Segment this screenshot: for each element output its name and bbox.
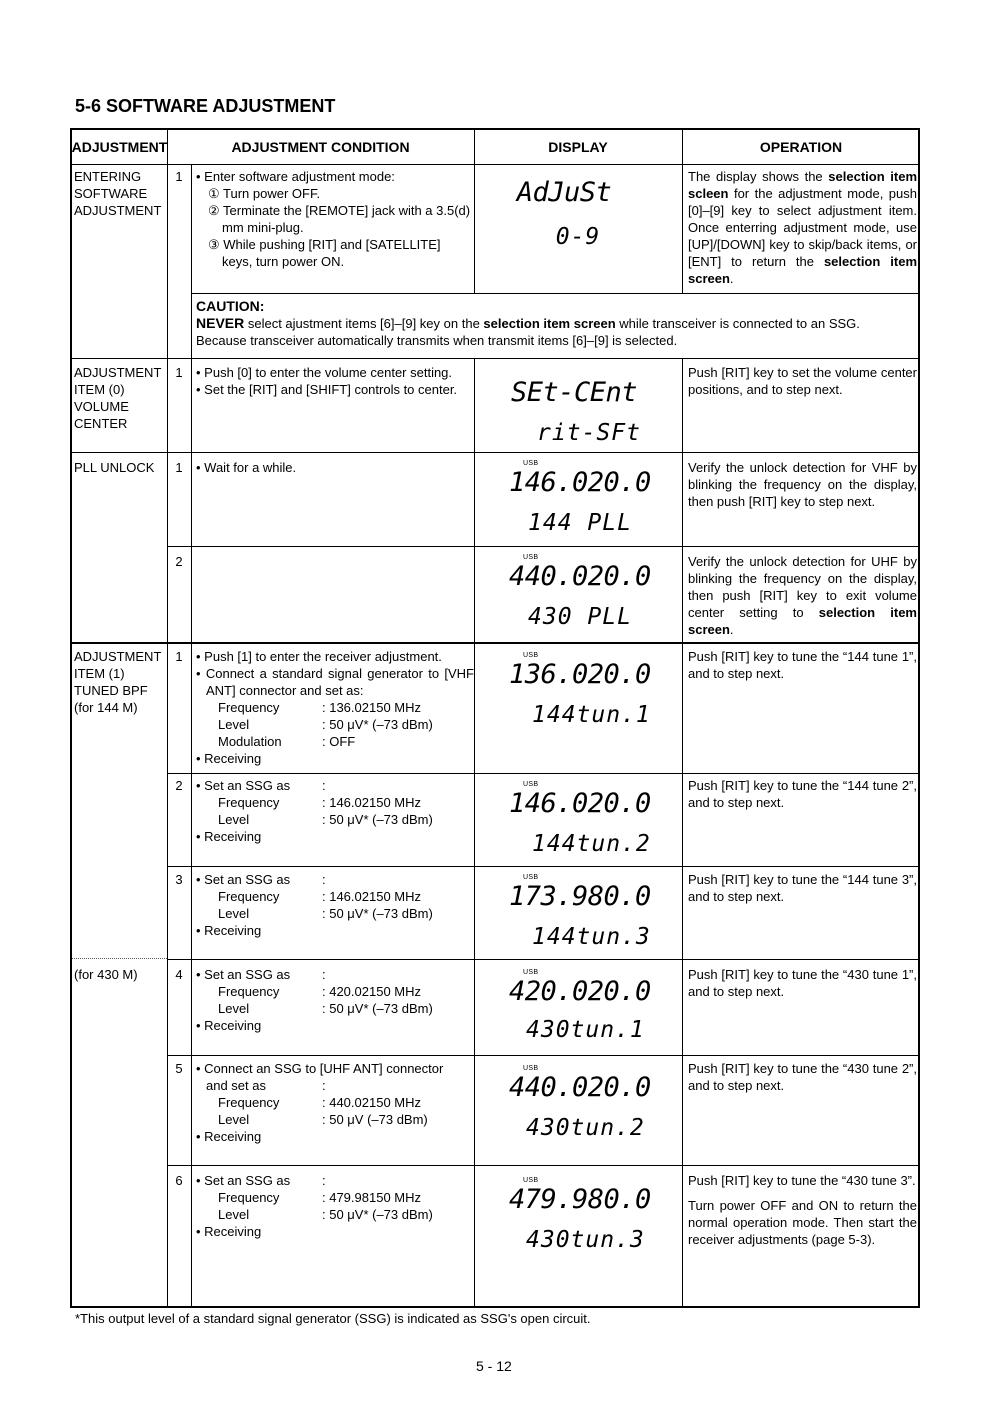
row6-display [476,773,683,866]
row3-adjustment [74,459,168,476]
row6-operation: Push [RIT] key to tune the “144 tune 2”, and to step next. [688,778,917,810]
row3-display [476,452,683,546]
row7-step: 3 [175,872,183,887]
header-condition: ADJUSTMENT CONDITION [231,139,410,155]
op-text: . [729,271,734,286]
condition-bullet: • Enter software adjustment mode: [196,169,395,184]
usb-indicator: USB [523,1065,539,1072]
param-row [196,777,474,794]
param-row [196,1172,474,1189]
param-label: and set as [206,1078,266,1093]
lcd-line-2: rit-SFt [537,420,641,446]
param-value: : 479.98150 MHz [322,1190,422,1205]
param-value: : OFF [322,734,356,749]
condition-bullet: • Connect a standard signal generator to [VHF ANT] connector and set as: [196,666,474,698]
op-text: for the adjustment mode, push [0]–[9] key to select adjustment item. Once enterring adjustment mode, use [UP]/[DOWN] key to skip/back items, or [ENT] to return the [688,186,917,269]
row2-operation: Push [RIT] key to set the volume center positions, and to step next. [688,365,917,397]
adj-line: ADJUSTMENT [74,365,162,380]
param-label: Frequency [218,889,280,904]
row2-condition [196,364,474,398]
footnote: *This output level of a standard signal generator (SSG) is indicated as SSG's open circuit. [75,1311,591,1326]
page-number: 5 - 12 [476,1358,512,1374]
param-label: Frequency [218,700,280,715]
adj-line: ADJUSTMENT [74,649,162,664]
op-paragraph: Push [RIT] key to tune the “430 tune 3”. [688,1173,916,1188]
condition-bullet: • Set an SSG as [196,967,291,982]
lcd-frequency: 146.020.0 [509,467,651,498]
adj-line: ENTERING [74,169,142,184]
caution-block [196,298,918,349]
col-line [474,358,475,1306]
row6-step: 2 [175,778,183,793]
param-value: : 146.02150 MHz [322,795,422,810]
lcd-line-2: 430tun.3 [526,1227,645,1253]
param-row [196,1000,474,1017]
caution-line-1 [196,315,918,332]
header-separator [72,164,918,165]
param-label: Level [218,1207,250,1222]
row3-step: 1 [175,460,183,475]
adj-line: SOFTWARE [74,186,148,201]
param-row [196,1077,474,1094]
param-value: : 146.02150 MHz [322,889,422,904]
row8-adjustment [74,966,168,983]
row7-operation: Push [RIT] key to tune the “144 tune 3”, and to step next. [688,872,917,904]
op-bold: selection item screen [688,254,917,286]
op-text: The display shows the [688,169,829,184]
condition-bullet: • Receiving [196,1224,262,1239]
param-label: Frequency [218,1190,280,1205]
adjustment-table [70,128,920,1308]
condition-bullet: • Receiving [196,1129,262,1144]
adj-line: CENTER [74,416,128,431]
row10-step: 6 [175,1173,183,1188]
row10-display [476,1165,683,1306]
usb-indicator: USB [523,460,539,467]
param-value: : [322,778,326,793]
row5-display [476,642,683,773]
caution-bold: selection item screen [483,316,616,331]
lcd-frequency: 173.980.0 [509,881,651,912]
condition-bullet: • Push [1] to enter the receiver adjustment. [196,649,442,664]
condition-bullet: • Receiving [196,923,262,938]
op-bold: selection item screen [688,605,917,637]
dotted-separator [72,958,167,959]
row5-adjustment [74,648,168,716]
param-value: : 136.02150 MHz [322,700,422,715]
param-label: Frequency [218,984,280,999]
row1-adjustment [74,168,168,219]
param-value: : [322,1078,326,1093]
param-row [196,716,474,733]
row8-operation: Push [RIT] key to tune the “430 tune 1”, and to step next. [688,967,917,999]
row5-condition [196,648,474,767]
param-value: : 50 μV* (–73 dBm) [322,717,433,732]
param-row [196,811,474,828]
row10-operation [688,1172,917,1248]
adj-line: ITEM (0) [74,382,125,397]
caution-text: while transceiver is connected to an SSG. [615,316,860,331]
param-row [196,794,474,811]
caution-line-2: Because transceiver automatically transmits when transmit items [6]–[9] is selected. [196,333,678,348]
param-label: Frequency [218,1095,280,1110]
usb-indicator: USB [523,781,539,788]
op-bold: selection item scleen [688,169,918,201]
param-label: Level [218,812,250,827]
param-value: : [322,872,326,887]
lcd-frequency: 136.020.0 [509,659,651,690]
lcd-line-2: 144tun.2 [532,831,651,857]
row7-display [476,866,683,959]
row1-condition [196,168,474,270]
row1-operation [688,168,917,287]
row9-display [476,1055,683,1165]
col-line [167,130,168,1306]
param-label: Level [218,906,250,921]
param-label: Level [218,717,250,732]
row3-condition: • Wait for a while. [196,460,297,475]
param-row [196,966,474,983]
condition-bullet: • Set the [RIT] and [SHIFT] controls to center. [196,382,458,397]
row7-condition [196,871,474,939]
op-text: Verify the unlock detection for UHF by blinking the frequency on the display, then push [RIT] key to exit volume center setting to [688,554,917,620]
usb-indicator: USB [523,969,539,976]
row2-adjustment [74,364,168,432]
usb-indicator: USB [523,1177,539,1184]
param-label: Level [218,1001,250,1016]
param-value: : 50 μV (–73 dBm) [322,1112,428,1127]
condition-bullet: • Receiving [196,751,262,766]
row9-step: 5 [175,1061,183,1076]
header-display: DISPLAY [548,139,608,155]
param-value: : [322,1173,326,1188]
lcd-line-1: SEt-CEnt [510,377,638,408]
param-value: : 50 μV* (–73 dBm) [322,1001,433,1016]
row2-display [476,364,683,452]
condition-bullet: • Connect an SSG to [UHF ANT] connector [196,1061,444,1076]
param-row [196,983,474,1000]
param-row [196,905,474,922]
row4-display [476,546,683,642]
lcd-frequency: 420.020.0 [509,976,651,1007]
condition-bullet: • Receiving [196,829,262,844]
lcd-line-2: 144 PLL [528,510,632,536]
param-row [196,1206,474,1223]
usb-indicator: USB [523,652,539,659]
row9-condition [196,1060,474,1145]
lcd-line-2: 430 PLL [528,604,632,630]
lcd-line-2: 0-9 [555,224,601,250]
lcd-frequency: 146.020.0 [509,788,651,819]
condition-step: ③ While pushing [RIT] and [SATELLITE] keys, turn power ON. [208,237,441,269]
row5-step: 1 [175,649,183,664]
condition-step: ② Terminate the [REMOTE] jack with a 3.5(d) mm mini-plug. [208,203,471,235]
lcd-line-2: 430tun.2 [526,1115,645,1141]
row6-condition [196,777,474,845]
lcd-frequency: 479.980.0 [509,1184,651,1215]
col-line [191,164,192,1306]
adj-line: ITEM (1) [74,666,125,681]
row-line [72,358,918,359]
usb-indicator: USB [523,874,539,881]
op-paragraph: Turn power OFF and ON to return the normal operation mode. Then start the receiver adjustments (page 5-3). [688,1198,917,1247]
condition-bullet: • Receiving [196,1018,262,1033]
row9-operation: Push [RIT] key to tune the “430 tune 2”, and to step next. [688,1061,917,1093]
param-value: : 50 μV* (–73 dBm) [322,906,433,921]
condition-step: ① Turn power OFF. [208,186,321,201]
usb-indicator: USB [523,554,539,561]
row1-display [476,168,683,293]
param-value: : 440.02150 MHz [322,1095,422,1110]
row-line [191,293,918,294]
row4-operation [688,553,917,638]
param-row [196,888,474,905]
adj-line: PLL UNLOCK [74,460,155,475]
row10-condition [196,1172,474,1240]
row2-step: 1 [175,365,183,380]
row8-condition [196,966,474,1034]
row4-step: 2 [175,554,183,569]
header-operation: OPERATION [759,139,843,155]
param-label: Frequency [218,795,280,810]
caution-never: NEVER [196,315,245,331]
row3-operation: Verify the unlock detection for VHF by blinking the frequency on the display, then push [RIT] key to step next. [688,460,917,509]
param-label: Level [218,1112,250,1127]
row8-step: 4 [175,967,183,982]
row1-step: 1 [175,169,183,184]
caution-title: CAUTION: [196,298,265,314]
adj-line: (for 430 M) [74,967,138,982]
row8-display [476,959,683,1055]
lcd-line-2: 144tun.1 [532,702,651,728]
param-value: : 420.02150 MHz [322,984,422,999]
condition-bullet: • Set an SSG as [196,1173,291,1188]
condition-bullet: • Set an SSG as [196,872,291,887]
caution-text: select ajustment items [6]–[9] key on the [244,316,484,331]
param-row [196,733,474,750]
param-row [196,1094,474,1111]
param-row [196,699,474,716]
param-value: : 50 μV* (–73 dBm) [322,812,433,827]
adj-line: TUNED BPF [74,683,148,698]
lcd-frequency: 440.020.0 [509,561,651,592]
lcd-line-2: 430tun.1 [526,1017,645,1043]
page-title: 5-6 SOFTWARE ADJUSTMENT [75,96,336,116]
lcd-line-2: 144tun.3 [532,924,651,950]
row-line [167,546,474,547]
param-value: : 50 μV* (–73 dBm) [322,1207,433,1222]
condition-bullet: • Push [0] to enter the volume center setting. [196,365,453,380]
op-text: . [729,622,734,637]
param-label: Modulation [218,734,282,749]
param-value: : [322,967,326,982]
lcd-frequency: 440.020.0 [509,1072,651,1103]
lcd-line-1: AdJuSt [516,177,612,208]
row5-operation: Push [RIT] key to tune the “144 tune 1”, and to step next. [688,649,917,681]
header-adjustment: ADJUSTMENT [71,139,168,155]
adj-line: (for 144 M) [74,700,138,715]
condition-bullet: • Set an SSG as [196,778,291,793]
adj-line: ADJUSTMENT [74,203,162,218]
param-row [196,871,474,888]
param-row [196,1111,474,1128]
adj-line: VOLUME [74,399,129,414]
param-row [196,1189,474,1206]
